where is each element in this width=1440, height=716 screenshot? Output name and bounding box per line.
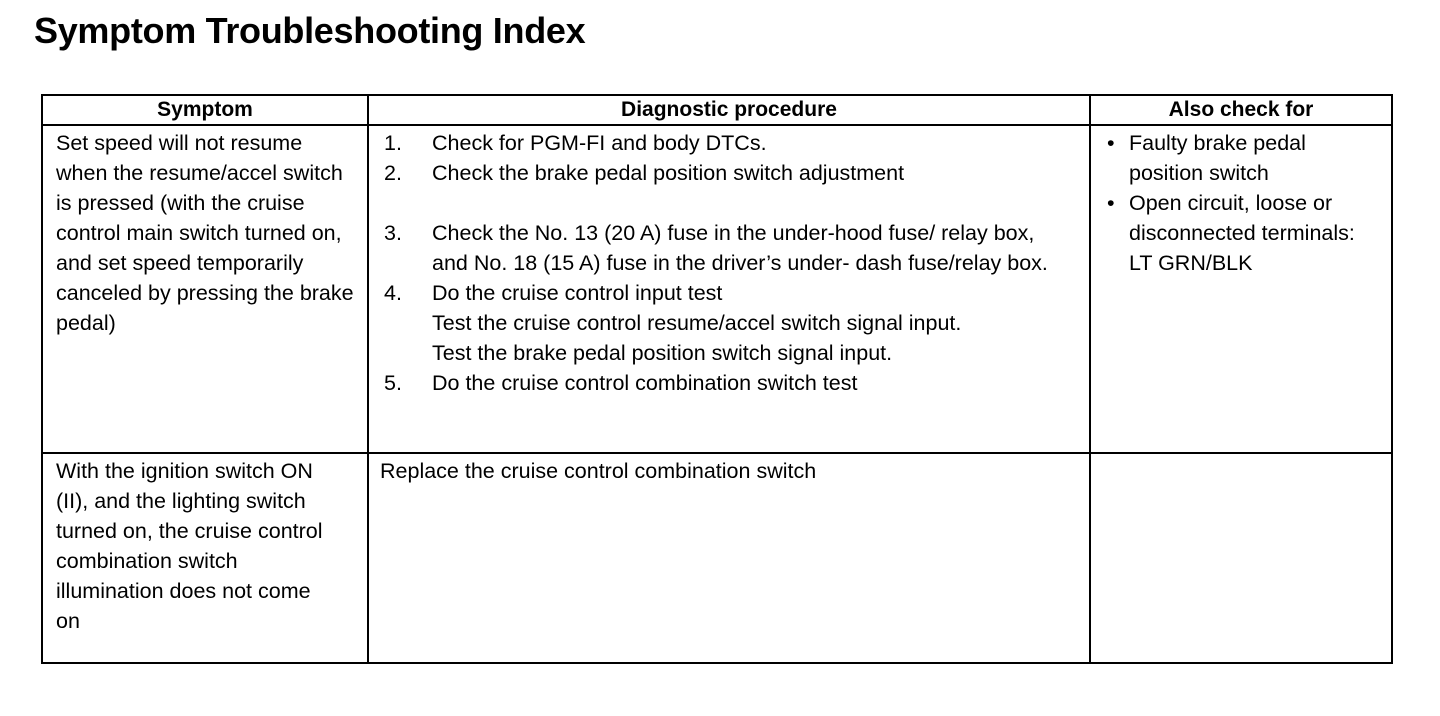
step-number: 3.: [384, 221, 402, 245]
step-number: 4.: [384, 281, 402, 305]
bullet-icon: •: [1107, 131, 1115, 155]
symptom-cell: [42, 125, 368, 453]
also-check-item: [1107, 128, 1385, 188]
procedure-steps: [369, 126, 1089, 398]
table-row: [42, 125, 1392, 453]
procedure-step: [384, 218, 1083, 278]
step-subtext: Test the cruise control resume/accel switch signal input.: [432, 311, 962, 335]
also-check-item: [1107, 188, 1385, 278]
step-text: Check the brake pedal position switch adjustment: [432, 161, 905, 185]
step-text: Check the No. 13 (20 A) fuse in the under-hood fuse/ relay box, and No. 18 (15 A) fuse in the driver’s under- dash fuse/relay box.: [432, 221, 1048, 275]
bullet-icon: •: [1107, 191, 1115, 215]
step-number: 2.: [384, 161, 402, 185]
table-row: [42, 453, 1392, 663]
symptom-text: With the ignition switch ON (II), and the lighting switch turned on, the cruise control combination switch illumination does not come on: [56, 459, 323, 633]
procedure-step: [384, 128, 1083, 158]
step-text: Do the cruise control input test: [432, 281, 723, 305]
also-check-cell: [1090, 125, 1392, 453]
step-number: 5.: [384, 371, 402, 395]
symptom-troubleshooting-table: [41, 94, 1393, 664]
step-number: 1.: [384, 131, 402, 155]
page-title: Symptom Troubleshooting Index: [34, 10, 586, 51]
procedure-step: [384, 278, 1083, 368]
also-check-text: Open circuit, loose or disconnected terminals:: [1129, 191, 1355, 245]
procedure-step: [384, 368, 1083, 398]
symptom-text: Set speed will not resume when the resume/accel switch is pressed (with the cruise control main switch turned on, and set speed temporarily canceled by pressing the brake pedal): [56, 131, 354, 335]
step-subtext: Test the brake pedal position switch signal input.: [432, 341, 893, 365]
step-text: Do the cruise control combination switch test: [432, 371, 858, 395]
symptom-cell: [42, 453, 368, 663]
wire-color-code: LT GRN/BLK: [1129, 251, 1253, 275]
also-check-cell: [1090, 453, 1392, 663]
header-also-check-for: Also check for: [1090, 95, 1392, 125]
also-check-list: [1091, 126, 1391, 278]
procedure-cell: [368, 453, 1090, 663]
table-header-row: [42, 95, 1392, 125]
procedure-cell: [368, 125, 1090, 453]
header-diagnostic-procedure: Diagnostic procedure: [368, 95, 1090, 125]
procedure-step: [384, 158, 1083, 188]
also-check-text: Faulty brake pedal position switch: [1129, 131, 1306, 185]
step-text: Check for PGM-FI and body DTCs.: [432, 131, 767, 155]
procedure-text: Replace the cruise control combination switch: [380, 459, 817, 483]
header-symptom: Symptom: [42, 95, 368, 125]
